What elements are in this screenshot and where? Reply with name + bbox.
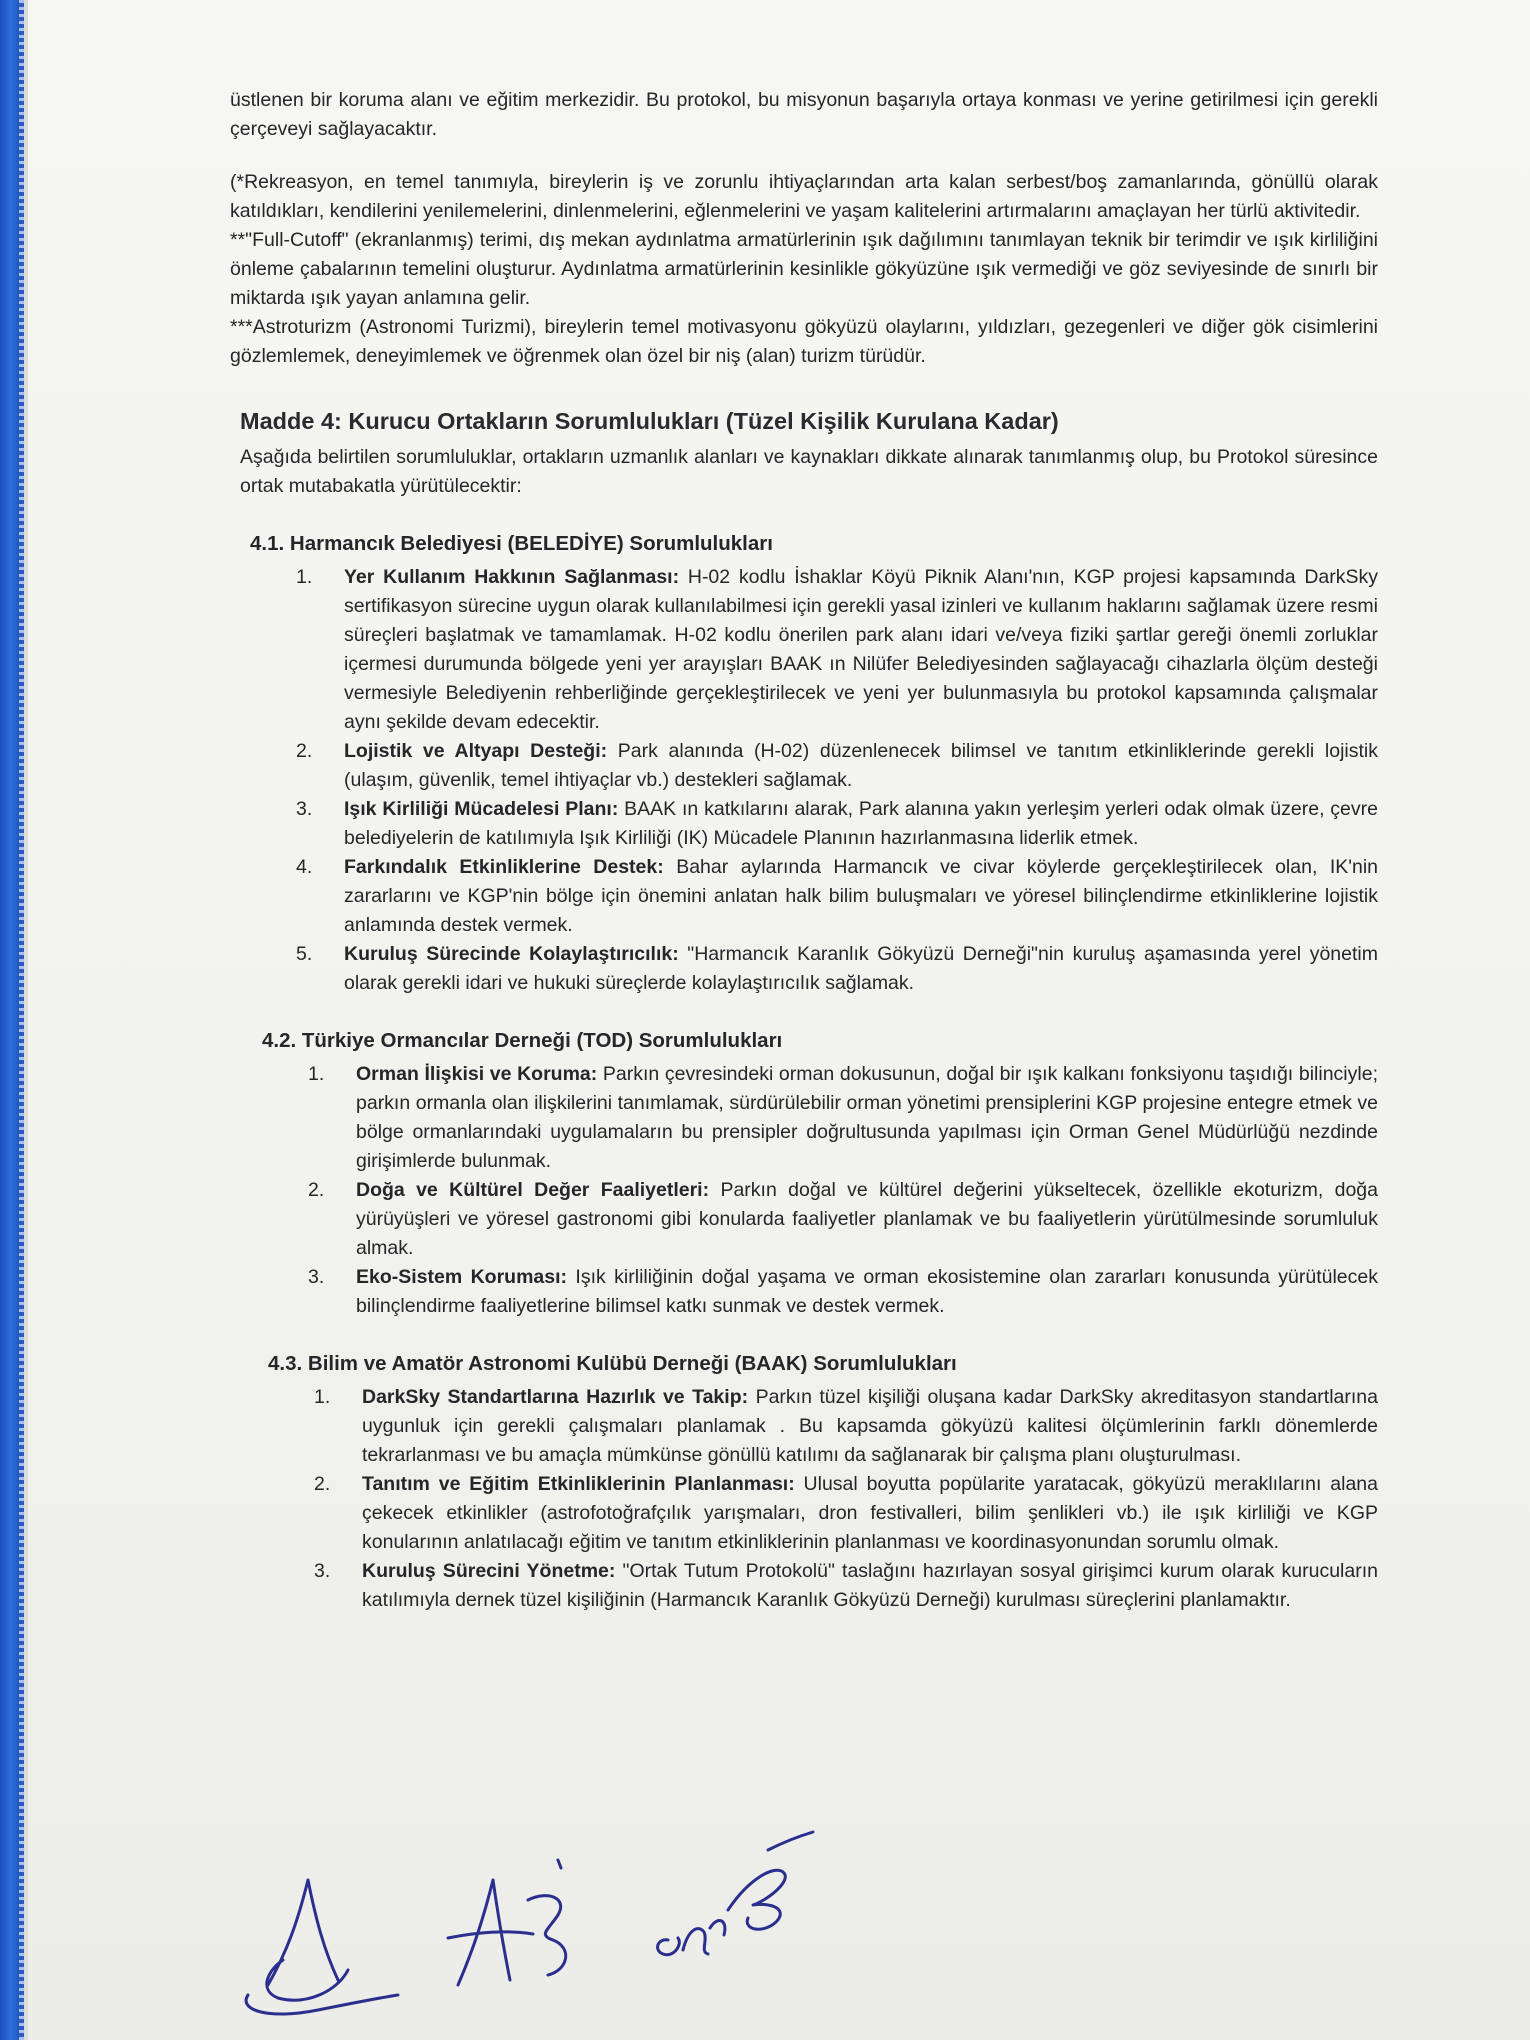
item-label: Lojistik ve Altyapı Desteği:	[344, 740, 608, 762]
section-title: 4.1. Harmancık Belediyesi (BELEDİYE) Sorumlulukları	[250, 532, 773, 555]
article-title: Madde 4: Kurucu Ortakların Sorumlulukları (Tüzel Kişilik Kurulana Kadar)	[240, 408, 1059, 434]
footnotes	[230, 168, 1378, 371]
footnote-full-cutoff: **"Full-Cutoff" (ekranlanmış) terimi, dış mekan aydınlatma armatürlerinin ışık dağılımını tanımlayan teknik bir terimdir ve ışık kirliliğini önleme çabalarının temelini oluşturur. Aydınlatma armatürlerinin kesinlikle gökyüzüne ışık vermediği ve göz seviyesinde de sınırlı bir miktarda ışık yayan anlamına gelir.	[230, 229, 1378, 309]
item-text: Parkın çevresindeki orman dokusunun, doğal bir ışık kalkanı fonksiyonu taşıdığı bilinciyle; parkın ormanla olan ilişkilerini tanımlamak, sürdürülebilir orman yönetimi prensiplerini KGP projesine entegre etmek ve bölge ormanlarındaki uygulamaların bu prensipler doğrultusunda yapılması için Orman Genel Müdürlüğü nezdinde girişimlerde bulunmak.	[356, 1063, 1378, 1172]
item-label: Orman İlişkisi ve Koruma:	[356, 1063, 598, 1085]
section-tod	[250, 1026, 1378, 1321]
item-label: Kuruluş Sürecinde Kolaylaştırıcılık:	[344, 943, 679, 965]
item-text: "Harmancık Karanlık Gökyüzü Derneği"nin kuruluş aşamasında yerel yönetim olarak gerekli idari ve hukuki süreçlerde kolaylaştırıcılık sağlamak.	[344, 943, 1378, 994]
intro-paragraph: üstlenen bir koruma alanı ve eğitim merkezidir. Bu protokol, bu misyonun başarıyla ortaya konması ve yerine getirilmesi için gerekli çerçeveyi sağlayacaktır.	[230, 89, 1378, 140]
list-item: 2. Doğa ve Kültürel Değer Faaliyetleri: Parkın doğal ve kültürel değerini yükseltecek, özellikle ekoturizm, doğa yürüyüşleri ve yöresel gastronomi gibi konularda faaliyetler planlamak ve bu faaliyetlerin yürütülmesinde sorumluluk almak.	[308, 1179, 1379, 1259]
responsibility-list	[256, 1383, 1378, 1615]
signature-strokes	[228, 1820, 848, 2020]
list-item: 1. Yer Kullanım Hakkının Sağlanması: H-02 kodlu İshaklar Köyü Piknik Alanı'nın, KGP projesi kapsamında DarkSky sertifikasyon sürecine uygun olarak kullanılabilmesi için gerekli yasal izinleri ve kullanım haklarını sağlamak üzere resmi süreçleri başlatmak ve tamamlamak. H-02 kodlu önerilen park alanı idari ve/veya fiziki şartlar gereği önemli zorluklar içermesi durumunda bölgede yeni yer arayışları BAAK ın Nilüfer Belediyesinden sağlayacağı cihazlarla ölçüm desteği vermesiyle Belediyenin rehberliğinde gerçekleştirilecek ve yeni yer bulunmasıyla bu protokol kapsamında çalışmalar aynı şekilde devam edecektir.	[296, 566, 1378, 733]
item-text: H-02 kodlu İshaklar Köyü Piknik Alanı'nın, KGP projesi kapsamında DarkSky sertifikasyon sürecine uygun olarak kullanılabilmesi için gerekli yasal izinleri ve kullanım haklarını sağlamak üzere resmi süreçleri başlatmak ve tamamlamak. H-02 kodlu önerilen park alanı idari ve/veya fiziki şartlar gereği önemli zorluklar içermesi durumunda bölgede yeni yer arayışları BAAK ın Nilüfer Belediyesinden sağlayacağı cihazlarla ölçüm desteği vermesiyle Belediyenin rehberliğinde gerçekleştirilecek ve yeni yer bulunmasıyla bu protokol kapsamında çalışmalar aynı şekilde devam edecektir.	[344, 566, 1378, 733]
item-text: "Ortak Tutum Protokolü" taslağını hazırlayan sosyal girişimci kurum olarak kurucuların katılımıyla dernek tüzel kişiliğinin (Harmancık Karanlık Gökyüzü Derneği) kurulması süreçlerini planlamaktır.	[362, 1560, 1378, 1611]
article-intro: Aşağıda belirtilen sorumluluklar, ortakların uzmanlık alanları ve kaynakları dikkate alınarak tanımlanmış olup, bu Protokol süresince ortak mutabakatla yürütülecektir:	[240, 446, 1378, 497]
item-label: Işık Kirliliği Mücadelesi Planı:	[344, 798, 619, 820]
list-item: 1. Orman İlişkisi ve Koruma: Parkın çevresindeki orman dokusunun, doğal bir ışık kalkanı fonksiyonu taşıdığı bilinciyle; parkın ormanla olan ilişkilerini tanımlamak, sürdürülebilir orman yönetimi prensiplerini KGP projesine entegre etmek ve bölge ormanlarındaki uygulamaların bu prensipler doğrultusunda yapılması için Orman Genel Müdürlüğü nezdinde girişimlerde bulunmak.	[308, 1063, 1378, 1172]
item-text: Parkın doğal ve kültürel değerini yükseltecek, özellikle ekoturizm, doğa yürüyüşleri ve yöresel gastronomi gibi konularda faaliyetler planlamak ve bu faaliyetlerin yürütülmesinde sorumluluk almak.	[356, 1179, 1379, 1259]
item-text: Bahar aylarında Harmancık ve civar köylerde gerçekleştirilecek olan, IK'nin zararlarını ve KGP'nin bölge için önemini anlatan halk bilim buluşmaları ve yöresel bilinçlendirme etkinliklerine lojistik anlamında destek vermek.	[344, 856, 1378, 936]
list-item: 2. Tanıtım ve Eğitim Etkinliklerinin Planlanması: Ulusal boyutta popülarite yaratacak, gökyüzü meraklılarını alana çekecek etkinlikler (astrofotoğrafçılık yarışmaları, dron festivalleri, bilim şenlikleri vb.) ile ışık kirliliği ve KGP konularının anlatılacağı eğitim ve tanıtım etkinliklerinin planlanması ve koordinasyonundan sorumlu olmak.	[314, 1473, 1378, 1553]
item-label: DarkSky Standartlarına Hazırlık ve Takip:	[362, 1386, 749, 1408]
item-label: Doğa ve Kültürel Değer Faaliyetleri:	[356, 1179, 710, 1201]
list-item: 3. Kuruluş Sürecini Yönetme: "Ortak Tutum Protokolü" taslağını hazırlayan sosyal girişimci kurum olarak kurucuların katılımıyla dernek tüzel kişiliğinin (Harmancık Karanlık Gökyüzü Derneği) kurulması süreçlerini planlamaktır.	[314, 1560, 1378, 1611]
list-item: 1. DarkSky Standartlarına Hazırlık ve Takip: Parkın tüzel kişiliği oluşana kadar DarkSky akreditasyon standartlarına uygunluk için gerekli çalışmaları planlamak . Bu kapsamda gökyüzü kalitesi ölçümlerinin farklı dönemlerde tekrarlanması ve bu amaçla mümkünse gönüllü katılımı da sağlanarak bir çalışma planı oluşturulması.	[314, 1386, 1378, 1466]
item-text: Ulusal boyutta popülarite yaratacak, gökyüzü meraklılarını alana çekecek etkinlikler (astrofotoğrafçılık yarışmaları, dron festivalleri, bilim şenlikleri vb.) ile ışık kirliliği ve KGP konularının anlatılacağı eğitim ve tanıtım etkinliklerinin planlanması ve koordinasyonundan sorumlu olmak.	[362, 1473, 1378, 1553]
signature-1	[246, 1880, 398, 2014]
item-label: Farkındalık Etkinliklerine Destek:	[344, 856, 664, 878]
footnote-astrotourism: ***Astroturizm (Astronomi Turizmi), bireylerin temel motivasyonu gökyüzü olaylarını, yıldızları, gezegenleri ve diğer gök cisimlerini gözlemlemek, deneyimlemek ve öğrenmek olan özel bir niş (alan) turizm türüdür.	[230, 316, 1378, 367]
item-label: Kuruluş Sürecini Yönetme:	[362, 1560, 616, 1582]
item-text: Park alanında (H-02) düzenlenecek bilimsel ve tanıtım etkinliklerinde gerekli lojistik (ulaşım, güvenlik, temel ihtiyaçlar vb.) destekleri sağlamak.	[344, 740, 1378, 791]
signatures	[228, 1820, 848, 2020]
item-label: Eko-Sistem Koruması:	[356, 1266, 568, 1288]
responsibility-list	[250, 1060, 1378, 1321]
list-item: 2. Lojistik ve Altyapı Desteği: Park alanında (H-02) düzenlenecek bilimsel ve tanıtım etkinliklerinde gerekli lojistik (ulaşım, güvenlik, temel ihtiyaçlar vb.) destekleri sağlamak.	[296, 740, 1378, 791]
signature-2	[448, 1860, 566, 1985]
footnote-recreation: (*Rekreasyon, en temel tanımıyla, bireylerin iş ve zorunlu ihtiyaçlarından arta kalan serbest/boş zamanlarında, gönüllü olarak katıldıkları, kendilerini yenilemelerini, dinlenmelerini, eğlenmelerini ve yaşam kalitelerini artırmalarını amaçlayan her türlü aktivitedir.	[230, 171, 1378, 222]
signature-3	[658, 1832, 813, 1955]
section-belediye	[238, 529, 1378, 998]
list-item: 5. Kuruluş Sürecinde Kolaylaştırıcılık: "Harmancık Karanlık Gökyüzü Derneği"nin kuruluş aşamasında yerel yönetim olarak gerekli idari ve hukuki süreçlerde kolaylaştırıcılık sağlamak.	[296, 943, 1378, 994]
item-label: Yer Kullanım Hakkının Sağlanması:	[344, 566, 680, 588]
item-text: Işık kirliliğinin doğal yaşama ve orman ekosistemine olan zararları konusunda yürütülecek bilinçlendirme faaliyetlerine bilimsel katkı sunmak ve destek vermek.	[356, 1266, 1378, 1317]
binder-strip	[0, 0, 24, 2040]
item-label: Tanıtım ve Eğitim Etkinliklerinin Planlanması:	[362, 1473, 795, 1495]
document-page	[28, 0, 1530, 2040]
section-title: 4.2. Türkiye Ormancılar Derneği (TOD) Sorumlulukları	[262, 1029, 783, 1052]
item-text: Parkın tüzel kişiliği oluşana kadar DarkSky akreditasyon standartlarına uygunluk için gerekli çalışmaları planlamak . Bu kapsamda gökyüzü kalitesi ölçümlerinin farklı dönemlerde tekrarlanması ve bu amaçla mümkünse gönüllü katılımı da sağlanarak bir çalışma planı oluşturulması.	[362, 1386, 1378, 1466]
document-body	[230, 86, 1378, 1615]
list-item: 3. Işık Kirliliği Mücadelesi Planı: BAAK ın katkılarını alarak, Park alanına yakın yerleşim yerleri odak olmak üzere, çevre belediyelerin de katılımıyla Işık Kirliliği (IK) Mücadele Planının hazırlanmasına liderlik etmek.	[296, 798, 1378, 849]
item-text: BAAK ın katkılarını alarak, Park alanına yakın yerleşim yerleri odak olmak üzere, çevre belediyelerin de katılımıyla Işık Kirliliği (IK) Mücadele Planının hazırlanmasına liderlik etmek.	[344, 798, 1378, 849]
section-title: 4.3. Bilim ve Amatör Astronomi Kulübü Derneği (BAAK) Sorumlulukları	[268, 1352, 957, 1375]
responsibility-list	[238, 563, 1378, 998]
section-baak	[256, 1349, 1378, 1615]
list-item: 3. Eko-Sistem Koruması: Işık kirliliğinin doğal yaşama ve orman ekosistemine olan zararları konusunda yürütülecek bilinçlendirme faaliyetlerine bilimsel katkı sunmak ve destek vermek.	[308, 1266, 1378, 1317]
list-item: 4. Farkındalık Etkinliklerine Destek: Bahar aylarında Harmancık ve civar köylerde gerçekleştirilecek olan, IK'nin zararlarını ve KGP'nin bölge için önemini anlatan halk bilim buluşmaları ve yöresel bilinçlendirme etkinliklerine lojistik anlamında destek vermek.	[296, 856, 1378, 936]
